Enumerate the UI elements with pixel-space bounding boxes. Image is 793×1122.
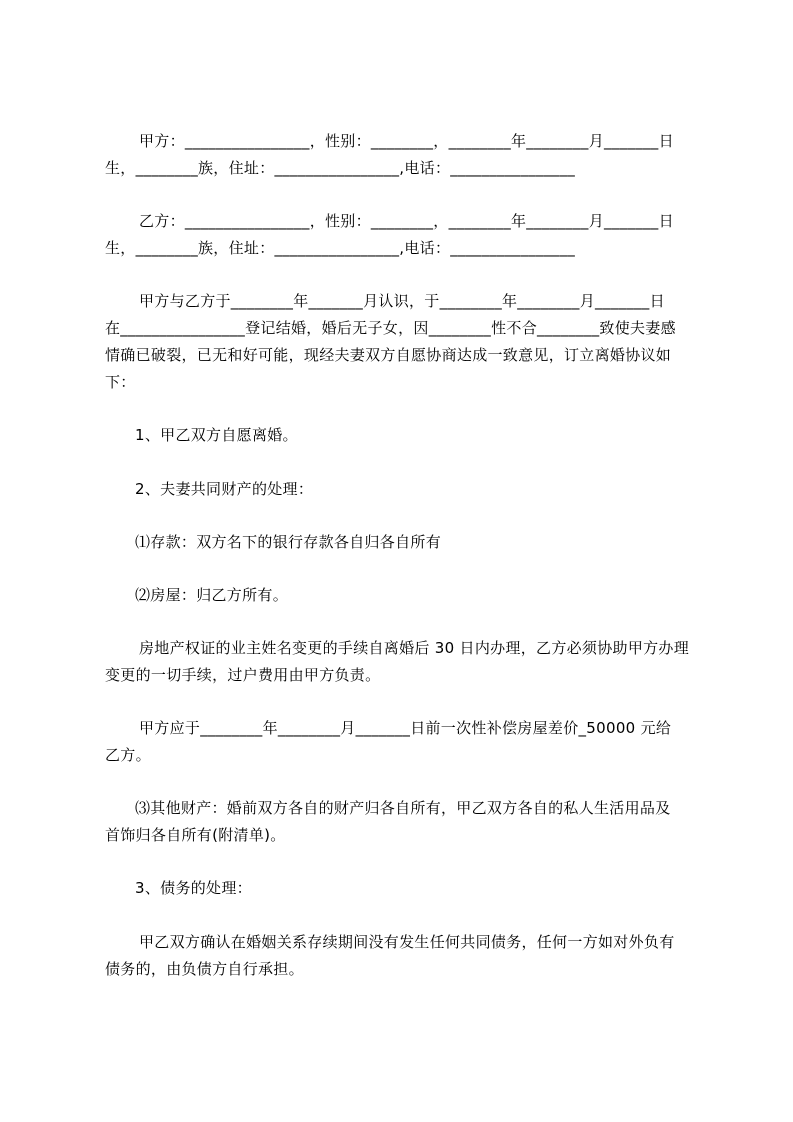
debt-line-1: 甲乙双方确认在婚姻关系存续期间没有发生任何共同债务，任何一方如对外负有 bbox=[139, 933, 675, 951]
intro-line-1: 甲方与乙方于________年_______月认识，于________年________月_______日 bbox=[139, 292, 665, 310]
compensation-line-2: 乙方。 bbox=[105, 746, 151, 764]
party-b-line-1: 乙方：________________，性别：________，________年________月_______日 bbox=[139, 212, 674, 230]
party-a-line-2: 生，________族，住址：________________,电话：________________ bbox=[105, 159, 576, 177]
house-transfer-line-2: 变更的一切手续，过户费用由甲方负责。 bbox=[105, 666, 381, 684]
intro-line-2: 在________________登记结婚，婚后无子女，因________性不合________致使夫妻感 bbox=[105, 319, 676, 337]
party-a-line-1: 甲方：________________，性别：________，________年________月_______日 bbox=[139, 132, 674, 150]
clause-2-house: ⑵房屋：归乙方所有。 bbox=[135, 586, 289, 604]
house-transfer-line-1: 房地产权证的业主姓名变更的手续自离婚后 30 日内办理，乙方必须协助甲方办理 bbox=[139, 639, 690, 657]
intro-line-3: 情确已破裂，已无和好可能，现经夫妻双方自愿协商达成一致意见，订立离婚协议如 bbox=[105, 346, 672, 364]
clause-3-heading: 3、债务的处理： bbox=[135, 879, 252, 897]
debt-line-2: 债务的，由负债方自行承担。 bbox=[105, 960, 304, 978]
other-property-line-2: 首饰归各自所有(附清单)。 bbox=[105, 826, 286, 844]
clause-2-heading: 2、夫妻共同财产的处理： bbox=[135, 480, 314, 498]
intro-line-4: 下： bbox=[105, 373, 136, 391]
clause-1: 1、甲乙双方自愿离婚。 bbox=[135, 426, 298, 444]
compensation-line-1: 甲方应于________年________月_______日前一次性补偿房屋差价_50000 元给 bbox=[139, 719, 672, 737]
clause-2-deposits: ⑴存款：双方名下的银行存款各自归各自所有 bbox=[135, 533, 442, 551]
other-property-line-1: ⑶其他财产：婚前双方各自的财产归各自所有，甲乙双方各自的私人生活用品及 bbox=[135, 799, 671, 817]
party-b-line-2: 生，________族，住址：________________,电话：________________ bbox=[105, 239, 576, 257]
